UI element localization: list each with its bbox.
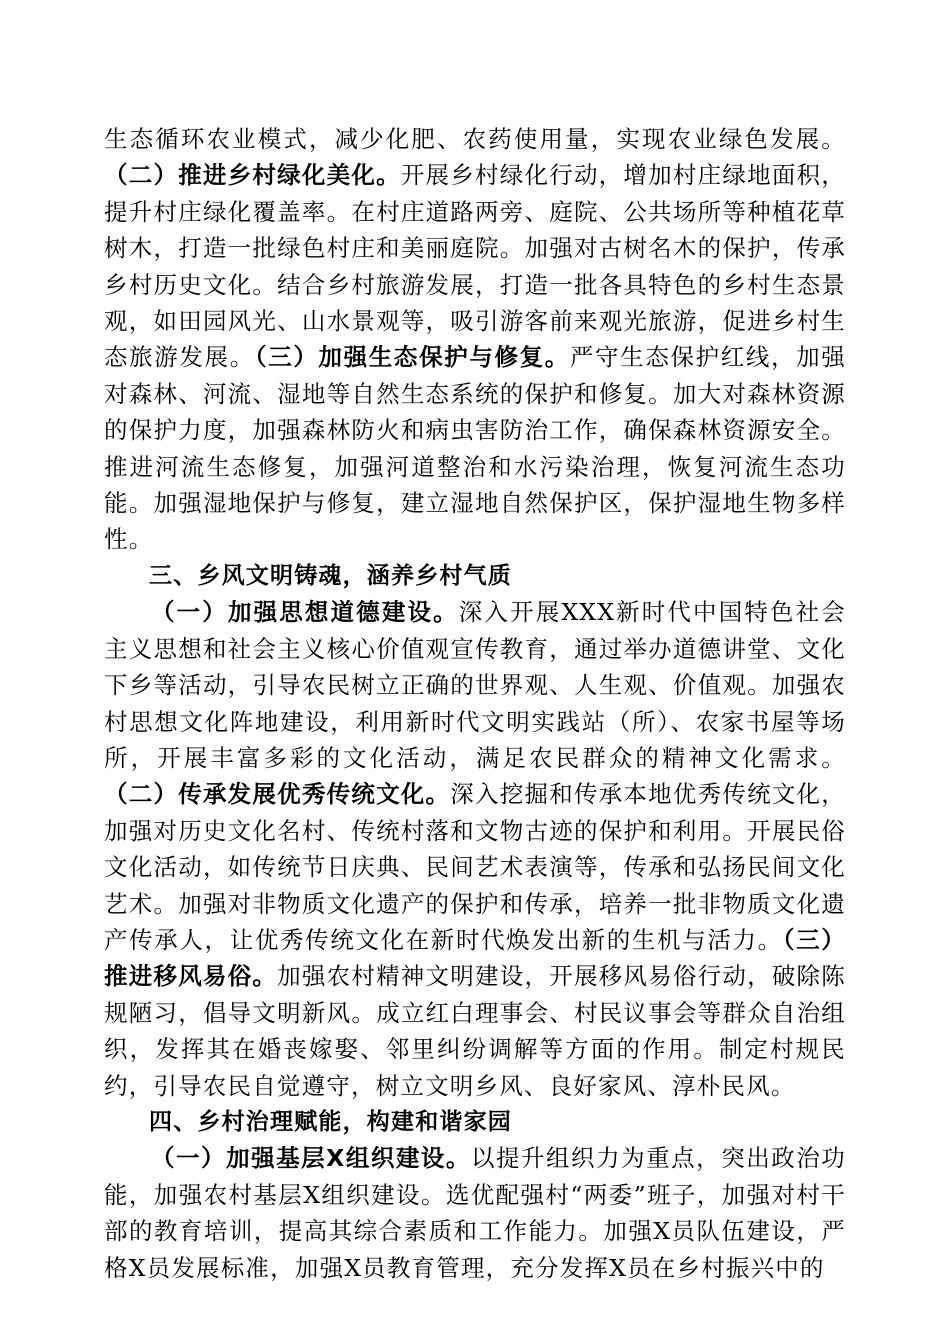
paragraph-governance bbox=[104, 1140, 846, 1286]
heading-section-four: 四、乡村治理赋能，构建和谐家园 bbox=[149, 1108, 512, 1135]
paragraph-text: 开展乡村绿化行动，增加村庄绿地面积，提升村庄绿化覆盖率。在村庄道路两旁、庭院、公共场所等种植花草树木，打造一批绿色村庄和美丽庭院。加强对古树名木的保护，传承乡村历史文化。结合乡村旅游发展，打造一批各具特色的乡村生态景观，如田园风光、山水景观等，吸引游客前来观光旅游，促进乡村生态旅游发展。 bbox=[104, 161, 846, 372]
paragraph-text: 以提升组织力为重点，突出政治功能，加强农村基层X组织建设。选优配强村“两委”班子，加强对村干部的教育培训，提高其综合素质和工作能力。加强X员队伍建设，严格X员发展标准，加强X员教育管理，充分发挥X员在乡村振兴中的 bbox=[104, 1144, 847, 1282]
paragraph-civilization bbox=[104, 594, 846, 1104]
paragraph-ecology bbox=[104, 121, 846, 558]
section-lead-culture: （二）传承发展优秀传统文化。 bbox=[104, 780, 451, 809]
paragraph-text: 深入开展XXX新时代中国特色社会主义思想和社会主义核心价值观宣传教育，通过举办道德讲堂、文化下乡等活动，引导农民树立正确的世界观、人生观、价值观。加强农村思想文化阵地建设，利用新时代文明实践站（所）、农家书屋等场所，开展丰富多彩的文化活动，满足农民群众的精神文化需求。 bbox=[104, 598, 846, 772]
heading-section-three: 三、乡风文明铸魂，涵养乡村气质 bbox=[149, 562, 512, 589]
section-lead-greening: （二）推进乡村绿化美化。 bbox=[104, 161, 401, 190]
section-lead-protection: （三）加强生态保护与修复。 bbox=[254, 343, 570, 372]
section-lead-organization: （一）加强基层X组织建设。 bbox=[151, 1144, 471, 1173]
paragraph-text: 加强农村精神文明建设，开展移风易俗行动，破除陈规陋习，倡导文明新风。成立红白理事会、村民议事会等群众自治组织，发挥其在婚丧嫁娶、邻里纠纷调解等方面的作用。制定村规民约，引导农民自觉遵守，树立文明乡风、良好家风、淳朴民风。 bbox=[104, 962, 846, 1100]
document-page bbox=[104, 121, 846, 1286]
section-lead-customs: （三）推进移风易俗。 bbox=[104, 925, 846, 991]
paragraph-text: 严守生态保护红线，加强对森林、河流、湿地等自然生态系统的保护和修复。加大对森林资源的保护力度，加强森林防火和病虫害防治工作，确保森林资源安全。推进河流生态修复，加强河道整治和水污染治理，恢复河流生态功能。加强湿地保护与修复，建立湿地自然保护区，保护湿地生物多样性。 bbox=[104, 343, 846, 554]
section-lead-moral: （一）加强思想道德建设。 bbox=[151, 598, 459, 627]
paragraph-text: 深入挖掘和传承本地优秀传统文化，加强对历史文化名村、传统村落和文物古迹的保护和利用。开展民俗文化活动，如传统节日庆典、民间艺术表演等，传承和弘扬民间文化艺术。加强对非物质文化遗产的保护和传承，培养一批非物质文化遗产传承人，让优秀传统文化在新时代焕发出新的生机与活力。 bbox=[104, 780, 846, 954]
paragraph-text: 生态循环农业模式，减少化肥、农药使用量，实现农业绿色发展。 bbox=[104, 125, 846, 153]
